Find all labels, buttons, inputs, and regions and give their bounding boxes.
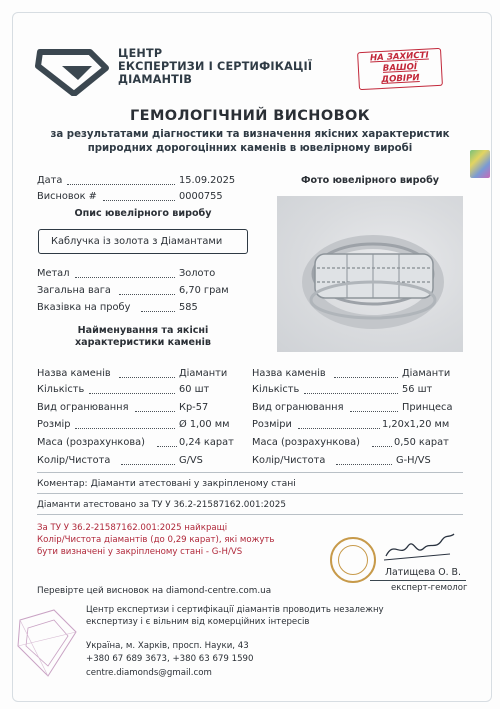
jewelry-photo (277, 196, 463, 352)
stone-value: G-H/VS (396, 455, 431, 466)
number-value: 0000755 (179, 191, 223, 202)
signer-role: експерт-гемолог (391, 583, 468, 593)
hologram-sticker (470, 150, 490, 178)
stone-value: 60 шт (179, 384, 210, 395)
divider (37, 493, 463, 494)
stone-label: Назва каменів (37, 368, 111, 379)
stone-label: Кількість (37, 384, 85, 395)
stone-label: Вид огранювання (252, 402, 344, 413)
stone-label: Назва каменів (252, 368, 326, 379)
comment-text: Коментар: Діаманти атестовані у закріпленому стані (37, 478, 296, 489)
footer-phones: +380 67 689 3673, +380 63 679 1590 (86, 654, 254, 664)
signature-icon (380, 530, 460, 564)
subtitle-line-1: за результатами діагностики та визначення якісних характеристик (50, 129, 450, 140)
stone-value: G/VS (179, 455, 203, 466)
footer-statement (86, 604, 384, 628)
org-line-1: ЦЕНТР (118, 47, 163, 60)
ring-image (277, 196, 463, 352)
footer-line-1: Центр експертизи і сертифікації діамантів проводить незалежну (86, 605, 384, 615)
footer-email[interactable]: centre.diamonds@gmail.com (86, 668, 212, 678)
date-label: Дата (37, 175, 63, 186)
item-description-box (38, 229, 248, 254)
footer-diamond-icon (14, 606, 82, 680)
weight-label: Загальна вага (37, 285, 111, 296)
weight-value: 6,70 грам (179, 285, 229, 296)
stamp-line-3: ДОВІРИ (381, 72, 420, 85)
document-subtitle (30, 128, 470, 156)
stone-label: Розміри (252, 419, 292, 430)
signer-name: Латищева О. В. (385, 567, 461, 578)
stone-label: Розмір (37, 419, 71, 430)
hallmark-label: Вказівка на пробу (37, 302, 131, 313)
stone-value: Діаманти (402, 368, 451, 379)
grading-note (37, 522, 274, 558)
stones-heading-line-2: характеристики каменів (74, 337, 212, 348)
stone-value: Ø 1,00 мм (179, 419, 230, 430)
stone-value: 1,20x1,20 мм (382, 419, 450, 430)
subtitle-line-2: природних дорогоцінних каменів в ювелірному виробі (87, 143, 413, 154)
date-value: 15.09.2025 (179, 175, 236, 186)
org-line-2: ЕКСПЕРТИЗИ І СЕРТИФІКАЦІЇ (118, 60, 313, 73)
diamond-logo-icon (34, 44, 114, 96)
stone-value: Принцеса (402, 402, 453, 413)
stones-heading (38, 325, 248, 349)
stone-label: Вид огранювання (37, 402, 129, 413)
stone-value: 0,24 карат (179, 437, 234, 448)
number-label: Висновок # (37, 191, 97, 202)
note-line-2: Колір/Чистота діамантів (до 0,29 карат), які можуть (37, 535, 275, 545)
note-line-3: бути визначені у закріпленому стані - G-H/VS (37, 547, 243, 557)
stone-value: 0,50 карат (394, 437, 449, 448)
verify-link-text[interactable]: Перевірте цей висновок на diamond-centre.com.ua (37, 586, 272, 596)
gold-seal-icon (330, 537, 376, 583)
footer-line-2: експертизу і є вільним від комерційних інтересів (86, 617, 310, 627)
signature-line (370, 580, 466, 581)
stamp-line-1: НА ЗАХИСТІ (369, 50, 429, 64)
stamp-line-2: ВАШОЇ (382, 62, 418, 74)
stone-label: Маса (розрахункова) (252, 437, 360, 448)
divider (37, 514, 463, 515)
stone-label: Кількість (252, 384, 300, 395)
attested-text: Діаманти атестовано за ТУ У 36.2-21587162.001:2025 (37, 500, 286, 510)
document-title: ГЕМОЛОГІЧНИЙ ВИСНОВОК (130, 108, 370, 124)
stone-value: 56 шт (402, 384, 433, 395)
footer-contacts (86, 640, 253, 666)
organization-name (118, 47, 312, 86)
item-description: Каблучка із золота з Діамантами (51, 236, 223, 247)
photo-label: Фото ювелірного виробу (300, 175, 440, 186)
stone-value: Діаманти (179, 368, 228, 379)
stones-heading-line-1: Найменування та якісні (77, 325, 209, 336)
stone-value: Кр-57 (179, 402, 209, 413)
hallmark-value: 585 (179, 302, 198, 313)
divider (37, 472, 463, 473)
trust-stamp (357, 48, 443, 90)
org-line-3: ДІАМАНТІВ (118, 73, 193, 86)
footer-address: Україна, м. Харків, просп. Науки, 43 (86, 641, 249, 651)
note-line-1: За ТУ У 36.2-21587162.001:2025 найкращі (37, 523, 228, 533)
stone-label: Колір/Чистота (37, 455, 111, 466)
stone-label: Маса (розрахункова) (37, 437, 145, 448)
metal-value: Золото (179, 268, 216, 279)
metal-label: Метал (37, 268, 70, 279)
item-heading: Опис ювелірного виробу (74, 208, 212, 219)
stone-label: Колір/Чистота (252, 455, 326, 466)
